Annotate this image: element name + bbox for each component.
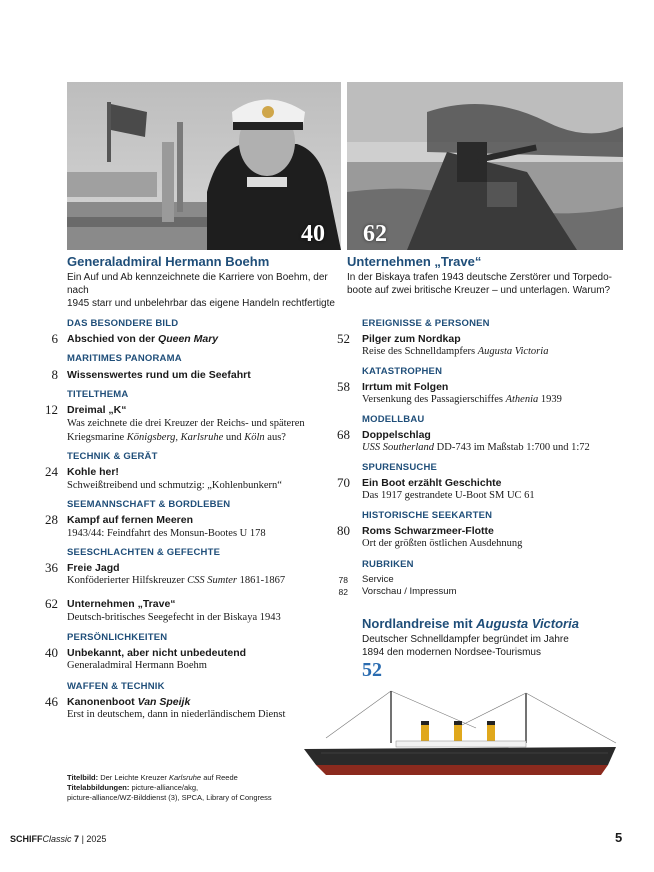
page-number: 78 bbox=[338, 575, 348, 585]
section-heading: DAS BESONDERE BILD bbox=[67, 318, 179, 329]
ship-illustration bbox=[296, 683, 626, 783]
entry-description: Konföderierter Hilfskreuzer CSS Sumter 1861-1867 bbox=[67, 575, 286, 586]
entry-description: Das 1917 gestrandete U-Boot SM UC 61 bbox=[362, 490, 535, 501]
page-number: 52 bbox=[337, 331, 350, 346]
entry-title: Kanonenboot Van Speijk bbox=[67, 696, 191, 708]
entry-description: 1943/44: Feindfahrt des Monsun-Bootes U 178 bbox=[67, 528, 266, 539]
page-number: 6 bbox=[51, 331, 58, 346]
section-heading: HISTORISCHE SEEKARTEN bbox=[362, 510, 493, 521]
entry-description: Generaladmiral Hermann Boehm bbox=[67, 660, 207, 671]
entry-title: Freie Jagd bbox=[67, 562, 120, 574]
section-heading: RUBRIKEN bbox=[362, 559, 414, 570]
entry-title: Dreimal „K“ bbox=[67, 404, 127, 416]
entry-title: Unternehmen „Trave“ bbox=[67, 598, 176, 610]
photo-page-number: 40 bbox=[301, 221, 325, 247]
promo-title: Nordlandreise mit Augusta Victoria bbox=[362, 616, 579, 631]
feature-text: Ein Auf und Ab kennzeichnete die Karriere von Boehm, der nach 1945 starr und unbelehrbar das eigene Handeln rechtfertigte bbox=[67, 272, 335, 309]
section-heading: TECHNIK & GERÄT bbox=[67, 451, 158, 462]
page-number: 40 bbox=[45, 645, 58, 660]
section-heading: SPURENSUCHE bbox=[362, 462, 438, 473]
promo-page-number: 52 bbox=[362, 659, 382, 681]
feature-text: In der Biskaya trafen 1943 deutsche Zerstörer und Torpedo- boote auf zwei britische Kreuzer – und unterlagen. Warum? bbox=[347, 272, 612, 296]
boehm-photo bbox=[67, 82, 341, 250]
footer-page-number: 5 bbox=[615, 830, 623, 845]
entry-title: Unbekannt, aber nicht unbedeutend bbox=[67, 647, 247, 659]
page-number: 12 bbox=[45, 402, 58, 417]
page-number: 28 bbox=[45, 512, 58, 527]
section-heading: SEEMANNSCHAFT & BORDLEBEN bbox=[67, 499, 231, 510]
page-number: 80 bbox=[337, 523, 350, 538]
entry-description: Deutsch-britisches Seegefecht in der Biskaya 1943 bbox=[67, 612, 281, 623]
entry-title: Wissenswertes rund um die Seefahrt bbox=[67, 369, 251, 381]
entry-title: Kampf auf fernen Meeren bbox=[67, 514, 194, 526]
entry-title: Abschied von der Queen Mary bbox=[67, 333, 219, 345]
page-number: 46 bbox=[45, 694, 58, 709]
entry-description: Ort der größten östlichen Ausdehnung bbox=[362, 538, 523, 549]
entry-description: Erst in deutschem, dann in niederländischem Dienst bbox=[67, 709, 286, 720]
trave-photo bbox=[347, 82, 623, 250]
entry-description: Schweißtreibend und schmutzig: „Kohlenbunkern“ bbox=[67, 480, 282, 491]
feature-title: Generaladmiral Hermann Boehm bbox=[67, 254, 270, 269]
entry-title: Service bbox=[362, 574, 394, 585]
page-number: 82 bbox=[338, 587, 348, 597]
entry-description: USS Southerland DD-743 im Maßstab 1:700 und 1:72 bbox=[362, 442, 590, 453]
section-heading: WAFFEN & TECHNIK bbox=[67, 681, 165, 692]
entry-title: Irrtum mit Folgen bbox=[362, 381, 449, 393]
entry-title: Doppelschlag bbox=[362, 429, 431, 441]
promo-text: Deutscher Schnelldampfer begründet im Jahre 1894 den modernen Nordsee-Tourismus bbox=[362, 634, 569, 658]
entry-description: Was zeichnete die drei Kreuzer der Reichs- und späteren Kriegsmarine Königsberg, Karlsruhe und Köln aus? bbox=[67, 418, 305, 443]
page-number: 24 bbox=[45, 464, 58, 479]
page-number: 62 bbox=[45, 596, 58, 611]
feature-title: Unternehmen „Trave“ bbox=[347, 254, 482, 269]
entry-description: Reise des Schnelldampfers Augusta Victoria bbox=[362, 346, 549, 357]
section-heading: SEESCHLACHTEN & GEFECHTE bbox=[67, 547, 221, 558]
photo-page-number: 62 bbox=[363, 221, 387, 247]
page-number: 68 bbox=[337, 427, 350, 442]
page-number: 70 bbox=[337, 475, 350, 490]
page-number: 58 bbox=[337, 379, 350, 394]
footer-magazine: SCHIFFClassic 7 | 2025 bbox=[10, 834, 107, 844]
page-number: 36 bbox=[45, 560, 58, 575]
entry-description: Versenkung des Passagierschiffes Athenia 1939 bbox=[362, 394, 562, 405]
section-heading: MARITIMES PANORAMA bbox=[67, 353, 182, 364]
section-heading: PERSÖNLICHKEITEN bbox=[67, 632, 168, 643]
section-heading: TITELTHEMA bbox=[67, 389, 129, 400]
entry-title: Roms Schwarzmeer-Flotte bbox=[362, 525, 494, 537]
entry-title: Ein Boot erzählt Geschichte bbox=[362, 477, 502, 489]
section-heading: EREIGNISSE & PERSONEN bbox=[362, 318, 490, 329]
page-number: 8 bbox=[51, 367, 58, 382]
section-heading: KATASTROPHEN bbox=[362, 366, 443, 377]
entry-title: Kohle her! bbox=[67, 466, 119, 478]
photo-credits: Titelbild: Der Leichte Kreuzer Karlsruhe auf Reede Titelabbildungen: picture-alliance/akg, picture-alliance/WZ-Bilddienst (3), SPCA, Library of Congress bbox=[67, 773, 272, 802]
entry-title: Vorschau / Impressum bbox=[362, 586, 457, 597]
entry-title: Pilger zum Nordkap bbox=[362, 333, 461, 345]
section-heading: MODELLBAU bbox=[362, 414, 425, 425]
